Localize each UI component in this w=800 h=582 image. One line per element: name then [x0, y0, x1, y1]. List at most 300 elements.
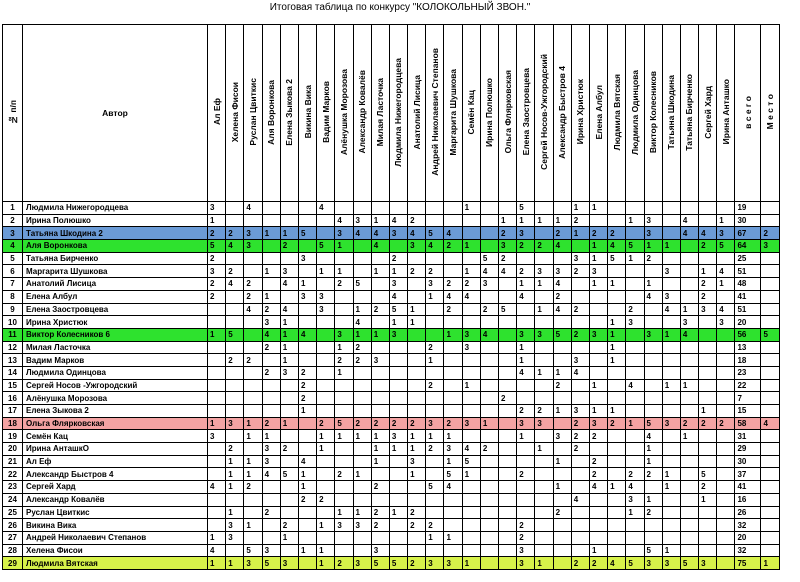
- score-cell: [226, 405, 244, 418]
- score-cell: [553, 341, 571, 354]
- score-cell: [389, 341, 407, 354]
- score-cell: [208, 379, 226, 392]
- score-cell: 2: [717, 417, 735, 430]
- score-cell: [444, 341, 462, 354]
- score-cell: [680, 202, 698, 215]
- author-name: Ирина Христюк: [23, 316, 208, 329]
- score-cell: 3: [317, 303, 335, 316]
- score-cell: [480, 290, 498, 303]
- table-row: [3, 405, 780, 418]
- score-cell: [535, 506, 553, 519]
- score-cell: [353, 455, 371, 468]
- score-cell: 1: [208, 417, 226, 430]
- score-cell: 3: [408, 455, 426, 468]
- score-cell: [280, 290, 298, 303]
- score-cell: [462, 405, 480, 418]
- score-cell: [571, 531, 589, 544]
- score-cell: 2: [608, 417, 626, 430]
- score-cell: [298, 443, 316, 456]
- score-cell: 1: [662, 544, 680, 557]
- score-cell: 1: [662, 379, 680, 392]
- score-cell: [444, 252, 462, 265]
- score-cell: 4: [462, 290, 480, 303]
- score-cell: 2: [280, 519, 298, 532]
- author-name: Руслан Цвиткис: [23, 506, 208, 519]
- score-cell: 2: [389, 417, 407, 430]
- score-cell: 3: [208, 265, 226, 278]
- score-cell: [298, 531, 316, 544]
- row-number: 24: [3, 493, 23, 506]
- score-cell: 5: [517, 202, 535, 215]
- score-cell: 4: [499, 265, 517, 278]
- score-cell: [317, 481, 335, 494]
- score-cell: 3: [499, 240, 517, 253]
- header-judge-label: Ал Еф: [211, 98, 222, 126]
- score-cell: 1: [462, 202, 480, 215]
- score-cell: 1: [589, 202, 607, 215]
- score-cell: [244, 379, 262, 392]
- score-cell: 1: [480, 417, 498, 430]
- score-cell: 2: [208, 290, 226, 303]
- score-cell: [408, 328, 426, 341]
- score-cell: [226, 430, 244, 443]
- score-cell: 5: [208, 240, 226, 253]
- score-cell: 2: [699, 481, 717, 494]
- score-cell: [462, 506, 480, 519]
- score-cell: [662, 405, 680, 418]
- score-cell: 4: [717, 265, 735, 278]
- score-cell: 4: [517, 290, 535, 303]
- score-cell: [444, 405, 462, 418]
- score-cell: [408, 252, 426, 265]
- score-cell: 2: [517, 405, 535, 418]
- author-name: Татьяна Шкодина 2: [23, 227, 208, 240]
- header-judge-label: Руслан Цвиткис: [247, 78, 258, 146]
- score-cell: 3: [408, 240, 426, 253]
- score-cell: 2: [317, 417, 335, 430]
- score-cell: [499, 379, 517, 392]
- score-cell: [389, 405, 407, 418]
- score-cell: 2: [298, 493, 316, 506]
- score-cell: 2: [535, 240, 553, 253]
- score-cell: [535, 379, 553, 392]
- score-cell: [589, 506, 607, 519]
- score-cell: [608, 214, 626, 227]
- score-cell: [226, 341, 244, 354]
- score-cell: [499, 290, 517, 303]
- score-cell: 5: [335, 417, 353, 430]
- row-number: 9: [3, 303, 23, 316]
- score-cell: 3: [389, 227, 407, 240]
- score-cell: [317, 252, 335, 265]
- score-cell: 1: [208, 328, 226, 341]
- score-cell: [608, 493, 626, 506]
- score-cell: 1: [462, 379, 480, 392]
- score-cell: [317, 506, 335, 519]
- score-cell: [680, 519, 698, 532]
- score-cell: [371, 252, 389, 265]
- header-judge-label: Людмила Одинцова: [629, 69, 640, 155]
- score-cell: 1: [608, 354, 626, 367]
- score-cell: [353, 493, 371, 506]
- score-cell: [408, 531, 426, 544]
- score-cell: [426, 468, 444, 481]
- header-judge-label: Сергей Носов-Ужгородский: [538, 54, 549, 170]
- total-cell: 13: [735, 341, 761, 354]
- total-cell: 29: [735, 443, 761, 456]
- score-cell: [499, 354, 517, 367]
- score-cell: 5: [226, 328, 244, 341]
- score-cell: [444, 506, 462, 519]
- score-cell: 2: [244, 481, 262, 494]
- score-cell: [426, 252, 444, 265]
- score-cell: 3: [589, 417, 607, 430]
- score-cell: 3: [626, 493, 644, 506]
- score-cell: [335, 379, 353, 392]
- score-cell: [571, 379, 589, 392]
- score-cell: 4: [553, 303, 571, 316]
- score-cell: [280, 392, 298, 405]
- score-cell: [426, 303, 444, 316]
- score-cell: 3: [444, 557, 462, 570]
- score-cell: [589, 354, 607, 367]
- score-cell: [553, 544, 571, 557]
- score-cell: [226, 392, 244, 405]
- score-cell: 1: [335, 366, 353, 379]
- score-cell: [571, 506, 589, 519]
- score-cell: 2: [480, 303, 498, 316]
- score-cell: [553, 417, 571, 430]
- score-cell: 2: [699, 290, 717, 303]
- score-cell: 2: [353, 354, 371, 367]
- score-cell: [298, 417, 316, 430]
- score-cell: 5: [317, 240, 335, 253]
- score-cell: 2: [589, 430, 607, 443]
- table-row: [3, 316, 780, 329]
- score-cell: [680, 468, 698, 481]
- score-cell: [644, 316, 662, 329]
- score-cell: 4: [571, 493, 589, 506]
- table-row: [3, 354, 780, 367]
- score-cell: [408, 392, 426, 405]
- score-cell: 1: [589, 278, 607, 291]
- score-cell: [517, 392, 535, 405]
- score-cell: [208, 506, 226, 519]
- score-cell: [717, 202, 735, 215]
- row-number: 17: [3, 405, 23, 418]
- score-cell: 3: [444, 443, 462, 456]
- score-cell: [680, 443, 698, 456]
- score-cell: [426, 202, 444, 215]
- score-cell: 2: [408, 519, 426, 532]
- score-cell: 1: [262, 430, 280, 443]
- score-cell: 3: [226, 519, 244, 532]
- score-cell: [317, 379, 335, 392]
- total-cell: 26: [735, 506, 761, 519]
- total-cell: 16: [735, 493, 761, 506]
- header-judge: [208, 25, 226, 202]
- score-cell: [444, 392, 462, 405]
- score-cell: [480, 379, 498, 392]
- score-cell: [499, 531, 517, 544]
- score-cell: 1: [408, 468, 426, 481]
- score-cell: [262, 531, 280, 544]
- total-cell: 20: [735, 531, 761, 544]
- score-cell: [499, 544, 517, 557]
- header-judge: [244, 25, 262, 202]
- score-cell: [571, 481, 589, 494]
- score-cell: [553, 531, 571, 544]
- score-cell: 1: [298, 481, 316, 494]
- score-cell: 1: [335, 430, 353, 443]
- score-cell: [662, 531, 680, 544]
- score-cell: 2: [226, 227, 244, 240]
- score-cell: 3: [462, 328, 480, 341]
- score-cell: 3: [571, 252, 589, 265]
- score-cell: [662, 506, 680, 519]
- score-cell: 1: [444, 328, 462, 341]
- score-cell: [462, 366, 480, 379]
- score-cell: 2: [408, 557, 426, 570]
- score-cell: [444, 379, 462, 392]
- score-cell: [626, 366, 644, 379]
- score-cell: [244, 405, 262, 418]
- score-cell: [535, 227, 553, 240]
- score-cell: 2: [499, 252, 517, 265]
- score-cell: [317, 531, 335, 544]
- score-cell: [317, 392, 335, 405]
- score-cell: 2: [517, 519, 535, 532]
- score-cell: 4: [626, 481, 644, 494]
- score-cell: [335, 392, 353, 405]
- score-cell: 3: [298, 252, 316, 265]
- score-cell: [480, 354, 498, 367]
- score-cell: 1: [317, 443, 335, 456]
- score-cell: 1: [371, 455, 389, 468]
- score-cell: [717, 455, 735, 468]
- score-cell: [717, 366, 735, 379]
- header-author: [23, 25, 208, 202]
- score-cell: [208, 316, 226, 329]
- row-number: 28: [3, 544, 23, 557]
- score-cell: 1: [426, 354, 444, 367]
- score-cell: [662, 455, 680, 468]
- place-cell: [761, 531, 780, 544]
- author-name: Александр Быстров 4: [23, 468, 208, 481]
- score-cell: [626, 531, 644, 544]
- header-judge-label: Хелена Фисои: [229, 81, 240, 143]
- score-cell: 1: [262, 265, 280, 278]
- place-cell: [761, 430, 780, 443]
- score-cell: 2: [317, 493, 335, 506]
- total-cell: 32: [735, 544, 761, 557]
- score-cell: [353, 265, 371, 278]
- total-cell: 48: [735, 278, 761, 291]
- score-cell: 1: [644, 455, 662, 468]
- score-cell: [499, 468, 517, 481]
- header-judge-label: Аля Воронкова: [266, 79, 277, 145]
- score-cell: [462, 354, 480, 367]
- score-cell: [517, 455, 535, 468]
- score-cell: [589, 531, 607, 544]
- score-cell: 4: [371, 240, 389, 253]
- score-cell: [680, 493, 698, 506]
- score-cell: 1: [335, 240, 353, 253]
- score-cell: [517, 303, 535, 316]
- score-cell: 2: [335, 354, 353, 367]
- score-cell: 3: [335, 227, 353, 240]
- score-cell: [426, 544, 444, 557]
- score-cell: 1: [408, 316, 426, 329]
- score-cell: [462, 544, 480, 557]
- score-cell: 1: [280, 227, 298, 240]
- score-cell: 3: [298, 290, 316, 303]
- score-cell: [644, 531, 662, 544]
- score-cell: 2: [226, 443, 244, 456]
- score-cell: [262, 214, 280, 227]
- score-cell: [408, 493, 426, 506]
- score-cell: [499, 557, 517, 570]
- row-number: 16: [3, 392, 23, 405]
- score-cell: [517, 506, 535, 519]
- header-judge: [371, 25, 389, 202]
- score-cell: 3: [244, 557, 262, 570]
- score-cell: [644, 303, 662, 316]
- author-name: Елена Заостровцева: [23, 303, 208, 316]
- score-cell: 1: [208, 557, 226, 570]
- score-cell: [699, 252, 717, 265]
- score-cell: 3: [208, 430, 226, 443]
- header-judge: [389, 25, 407, 202]
- score-cell: [644, 519, 662, 532]
- score-cell: [353, 252, 371, 265]
- score-cell: [535, 316, 553, 329]
- score-cell: [317, 468, 335, 481]
- score-cell: [298, 202, 316, 215]
- score-cell: [480, 366, 498, 379]
- header-author-label: Автор: [102, 108, 128, 118]
- table-row: [3, 481, 780, 494]
- score-cell: 1: [462, 265, 480, 278]
- score-cell: [353, 379, 371, 392]
- header-judge: [680, 25, 698, 202]
- score-cell: 1: [280, 316, 298, 329]
- score-cell: [444, 354, 462, 367]
- score-cell: 2: [335, 468, 353, 481]
- score-cell: 3: [262, 316, 280, 329]
- score-cell: [699, 392, 717, 405]
- score-cell: 2: [371, 506, 389, 519]
- score-cell: 1: [335, 506, 353, 519]
- score-cell: 4: [680, 328, 698, 341]
- score-cell: [535, 531, 553, 544]
- score-cell: 2: [517, 265, 535, 278]
- score-cell: 1: [353, 468, 371, 481]
- score-cell: [608, 202, 626, 215]
- table-row: [3, 278, 780, 291]
- score-cell: 3: [662, 290, 680, 303]
- author-name: Сергей Носов -Ужгородский: [23, 379, 208, 392]
- score-cell: [426, 405, 444, 418]
- score-cell: [371, 290, 389, 303]
- row-number: 5: [3, 252, 23, 265]
- score-cell: [699, 544, 717, 557]
- score-cell: 3: [553, 430, 571, 443]
- header-judge: [462, 25, 480, 202]
- score-cell: [717, 557, 735, 570]
- score-cell: [335, 481, 353, 494]
- score-cell: [553, 443, 571, 456]
- score-cell: [662, 227, 680, 240]
- score-cell: [244, 265, 262, 278]
- header-judge-label: Викина Вика: [302, 85, 313, 139]
- score-cell: [353, 290, 371, 303]
- score-cell: 5: [280, 468, 298, 481]
- score-cell: [699, 506, 717, 519]
- score-cell: [517, 379, 535, 392]
- author-name: Виктор Колесников 6: [23, 328, 208, 341]
- score-cell: 1: [226, 557, 244, 570]
- score-cell: [280, 506, 298, 519]
- place-cell: [761, 214, 780, 227]
- score-cell: [226, 493, 244, 506]
- place-cell: [761, 519, 780, 532]
- score-cell: 1: [535, 278, 553, 291]
- score-cell: 3: [262, 455, 280, 468]
- score-cell: [608, 531, 626, 544]
- score-cell: 2: [426, 443, 444, 456]
- score-cell: [644, 366, 662, 379]
- author-name: Ирина Полюшко: [23, 214, 208, 227]
- score-cell: [480, 468, 498, 481]
- score-cell: [680, 278, 698, 291]
- score-cell: [226, 214, 244, 227]
- score-cell: [335, 493, 353, 506]
- score-cell: [444, 544, 462, 557]
- score-cell: [335, 455, 353, 468]
- score-cell: 1: [608, 481, 626, 494]
- header-judge: [608, 25, 626, 202]
- place-cell: [761, 468, 780, 481]
- row-number: 1: [3, 202, 23, 215]
- score-cell: 5: [426, 481, 444, 494]
- score-cell: 1: [371, 214, 389, 227]
- score-cell: 2: [262, 366, 280, 379]
- score-cell: [280, 202, 298, 215]
- row-number: 10: [3, 316, 23, 329]
- score-cell: [517, 252, 535, 265]
- score-cell: 3: [662, 417, 680, 430]
- score-cell: [662, 443, 680, 456]
- score-cell: [680, 366, 698, 379]
- score-cell: 3: [535, 328, 553, 341]
- score-cell: [353, 481, 371, 494]
- total-cell: 32: [735, 519, 761, 532]
- score-cell: [426, 214, 444, 227]
- score-cell: 3: [571, 354, 589, 367]
- score-cell: [389, 531, 407, 544]
- score-cell: 1: [553, 455, 571, 468]
- score-cell: 2: [353, 341, 371, 354]
- total-cell: 23: [735, 366, 761, 379]
- score-cell: [571, 519, 589, 532]
- score-cell: 1: [371, 443, 389, 456]
- author-name: Хелена Фисои: [23, 544, 208, 557]
- score-cell: [262, 405, 280, 418]
- score-cell: 1: [608, 405, 626, 418]
- score-cell: [589, 290, 607, 303]
- score-cell: [680, 455, 698, 468]
